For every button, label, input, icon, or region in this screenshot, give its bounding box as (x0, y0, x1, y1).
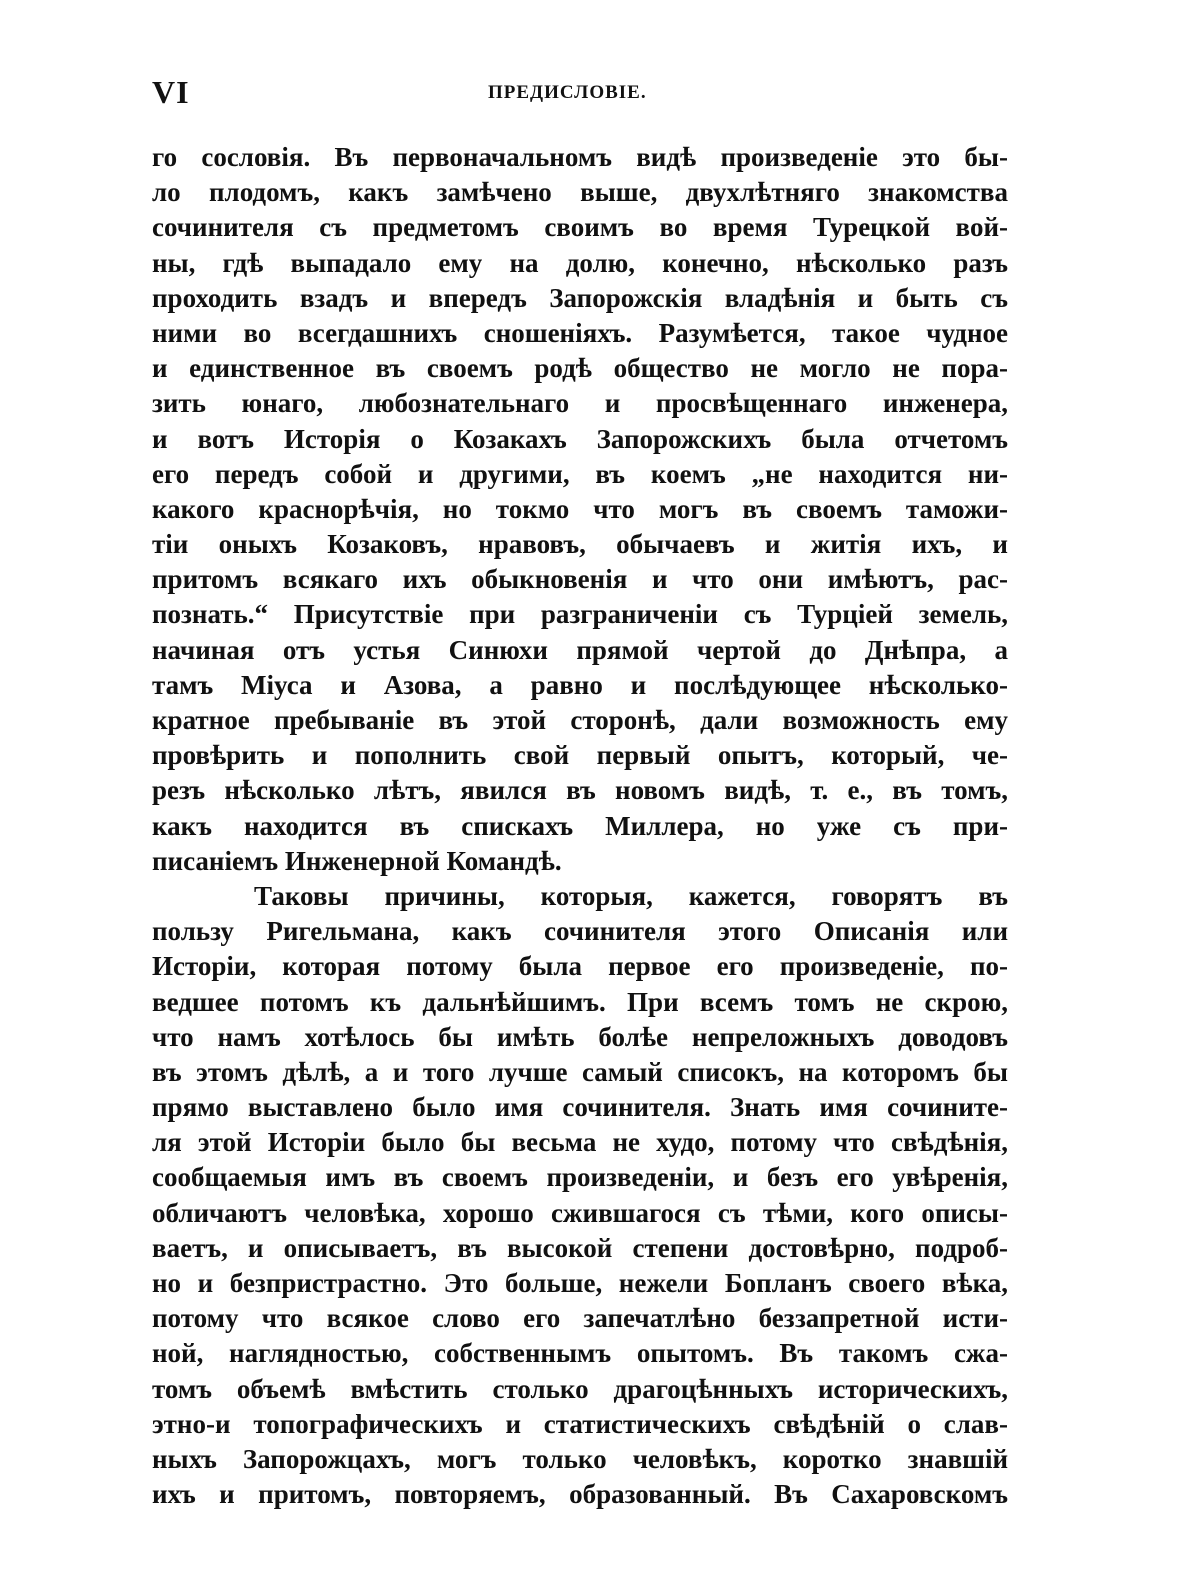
text-line: Исторіи, которая потому была первое его произведеніе, по- (152, 951, 1008, 982)
text-line: го сословія. Въ первоначальномъ видѣ произведеніе это бы- (152, 142, 1008, 172)
text-line: ныхъ Запорожцахъ, могъ только человѣкъ, коротко знавшій (152, 1443, 1008, 1474)
text-line: тіи оныхъ Козаковъ, нравовъ, обычаевъ и житія ихъ, и (152, 529, 1008, 560)
text-line: сообщаемыя имъ въ своемъ произведеніи, и безъ его увѣренія, (152, 1162, 1008, 1193)
text-line: какого краснорѣчія, но токмо что могъ въ своемъ таможи- (152, 493, 1008, 524)
text-line: потому что всякое слово его запечатлѣно беззапретной исти- (152, 1303, 1008, 1334)
text-line: обличаютъ человѣка, хорошо сжившагося съ тѣми, кого описы- (152, 1197, 1008, 1228)
text-line: пользу Ригельмана, какъ сочинителя этого Описанія или (152, 916, 1008, 947)
text-line: начиная отъ устья Синюхи прямой чертой до Днѣпра, а (152, 634, 1008, 665)
text-line: томъ объемѣ вмѣстить столько драгоцѣнныхъ историческихъ, (152, 1373, 1008, 1404)
text-line: его передъ собой и другими, въ коемъ „не находится ни- (152, 458, 1008, 489)
text-line: ля этой Исторіи было бы весьма не худо, потому что свѣдѣнія, (152, 1127, 1008, 1158)
text-line: тамъ Міуса и Азова, а равно и послѣдующее нѣсколько- (152, 669, 1008, 700)
text-line: резъ нѣсколько лѣтъ, явился въ новомъ видѣ, т. е., въ томъ, (152, 775, 1008, 806)
text-line: проходить взадъ и впередъ Запорожскія владѣнія и быть съ (152, 282, 1008, 313)
text-line: прямо выставлено было имя сочинителя. Знать имя сочините- (152, 1092, 1008, 1123)
text-line: ной, наглядностью, собственнымъ опытомъ. Въ такомъ сжа- (152, 1338, 1008, 1369)
paragraph-2 (152, 879, 1008, 1512)
text-line: этно-и топографическихъ и статистическихъ свѣдѣній о слав- (152, 1408, 1008, 1439)
text-line: и единственное въ своемъ родѣ общество не могло не пора- (152, 353, 1008, 384)
paragraph-1 (152, 140, 1008, 879)
text-line: познать.“ Присутствіе при разграниченіи съ Турціей земель, (152, 599, 1008, 630)
text-line: ведшее потомъ къ дальнѣйшимъ. При всемъ томъ не скрою, (152, 986, 1008, 1017)
page-number: VI (152, 74, 190, 110)
text-line: притомъ всякаго ихъ обыкновенія и что они имѣютъ, рас- (152, 564, 1008, 595)
text-line: ло плодомъ, какъ замѣчено выше, двухлѣтняго знакомства (152, 177, 1008, 208)
text-line: писаніемъ Инженерной Командѣ. (152, 845, 562, 876)
text-line: въ этомъ дѣлѣ, а и того лучше самый списокъ, на которомъ бы (152, 1056, 1008, 1087)
text-line: но и безпристрастно. Это больше, нежели Бопланъ своего вѣка, (152, 1268, 1008, 1298)
text-line: ны, гдѣ выпадало ему на долю, конечно, нѣсколько разъ (152, 247, 1008, 278)
text-line: провѣрить и пополнить свой первый опытъ, который, че- (152, 740, 1008, 771)
text-line: кратное пребываніе въ этой сторонѣ, дали возможность ему (152, 705, 1008, 735)
text-line: Таковы причины, которыя, кажется, говорятъ въ (254, 880, 1008, 911)
text-line: какъ находится въ спискахъ Миллера, но уже съ при- (152, 810, 1008, 841)
text-line: что намъ хотѣлось бы имѣть болѣе непреложныхъ доводовъ (152, 1021, 1008, 1052)
body-text (152, 140, 1008, 1512)
text-line: ними во всегдашнихъ сношеніяхъ. Разумѣется, такое чудное (152, 317, 1008, 348)
text-line: сочинителя съ предметомъ своимъ во время Турецкой вой- (152, 212, 1008, 243)
text-line: и вотъ Исторія о Козакахъ Запорожскихъ была отчетомъ (152, 423, 1008, 454)
running-head (152, 74, 1012, 114)
text-line: ваетъ, и описываетъ, въ высокой степени достовѣрно, подроб- (152, 1232, 1008, 1263)
running-title: ПРЕДИСЛОВІЕ. (488, 82, 647, 103)
text-line: зить юнаго, любознательнаго и просвѣщеннаго инженера, (152, 388, 1008, 419)
text-line: ихъ и притомъ, повторяемъ, образованный. Въ Сахаровскомъ (152, 1479, 1008, 1510)
